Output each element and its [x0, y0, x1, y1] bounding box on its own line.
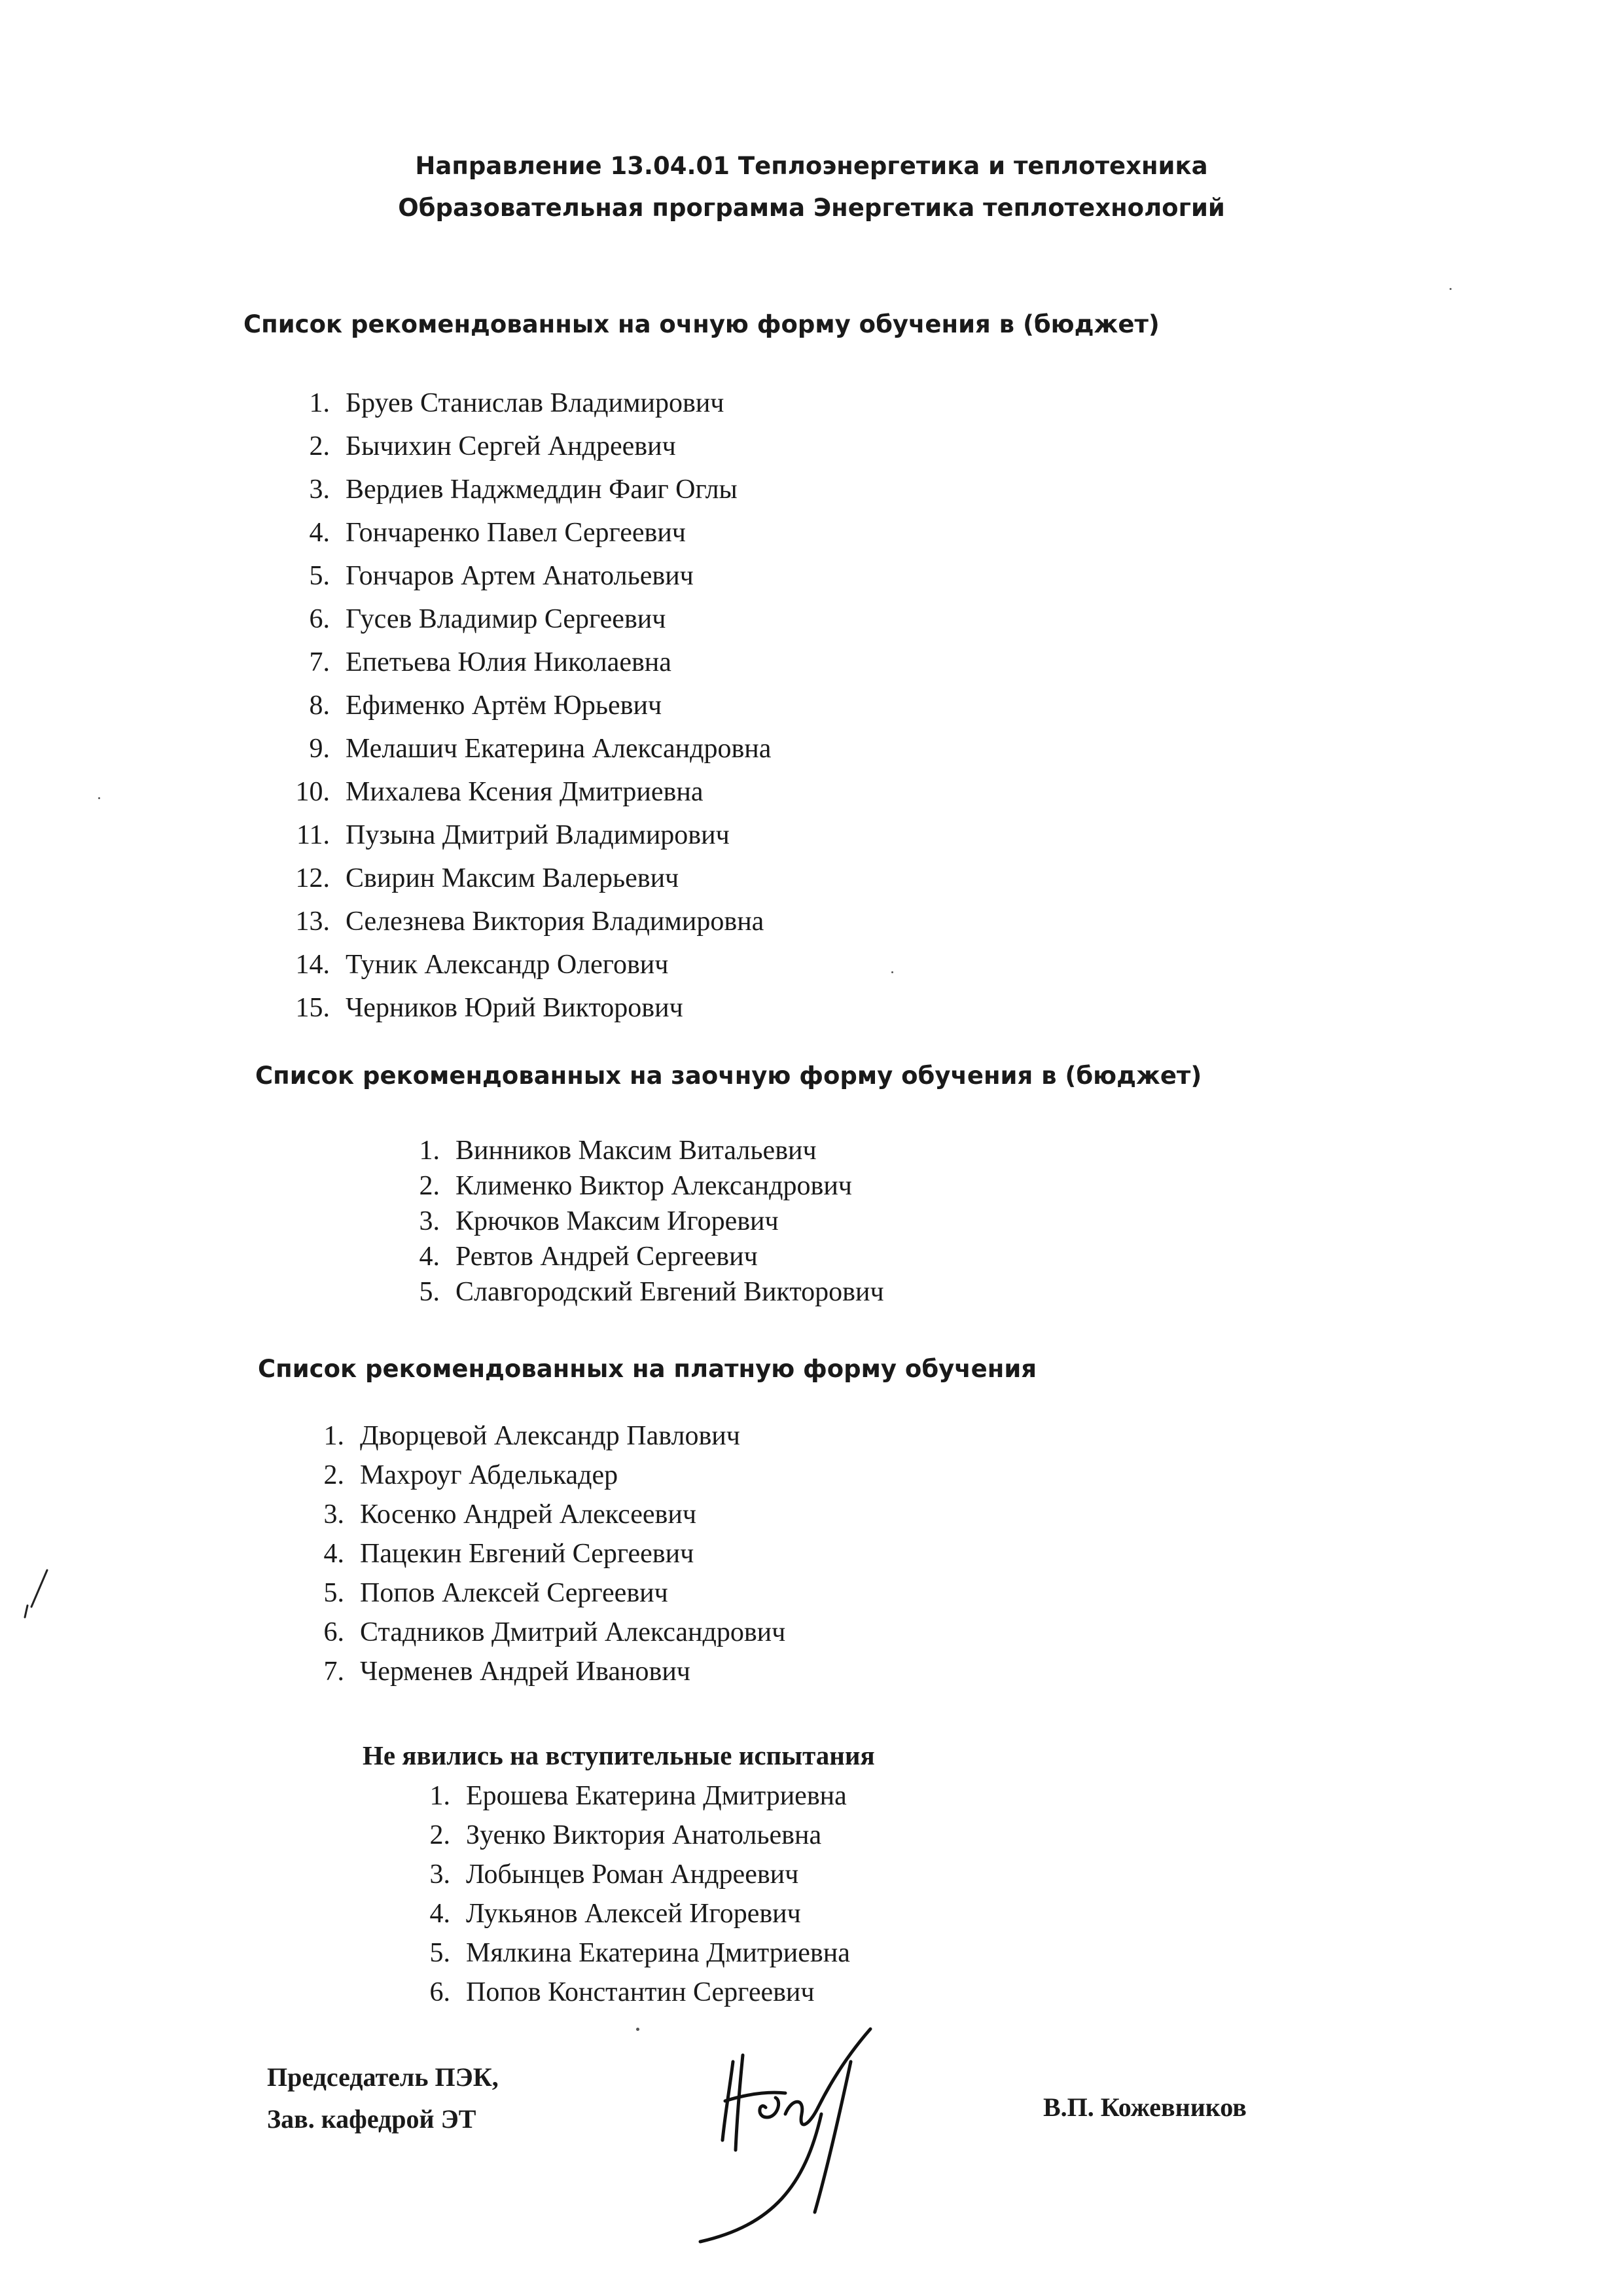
list-item — [309, 431, 676, 462]
item-number: 12. — [295, 863, 330, 893]
list-item — [419, 1135, 817, 1166]
program-title: Образовательная программа Энергетика теплотехнологий — [398, 194, 1225, 222]
list-item — [429, 1898, 801, 1929]
item-number: 6. — [309, 604, 330, 634]
direction-title: Направление 13.04.01 Теплоэнергетика и теплотехника — [415, 152, 1208, 180]
item-number: 1. — [309, 388, 330, 418]
item-number: 7. — [309, 647, 330, 677]
list-item — [309, 690, 662, 721]
item-number: 13. — [295, 906, 330, 937]
list-item — [429, 1937, 850, 1969]
list-item — [309, 387, 724, 419]
item-number: 10. — [295, 777, 330, 807]
list-item — [295, 863, 679, 894]
list-item — [419, 1241, 758, 1272]
item-name: Ерошева Екатерина Дмитриевна — [466, 1781, 847, 1811]
item-number: 6. — [323, 1617, 344, 1647]
list-item — [309, 647, 671, 678]
item-name: Зуенко Виктория Анатольевна — [466, 1820, 822, 1850]
item-name: Гончаров Артем Анатольевич — [346, 561, 694, 591]
scan-speck — [98, 797, 100, 799]
scan-speck — [1450, 288, 1452, 290]
item-name: Свирин Максим Валерьевич — [346, 863, 679, 893]
item-number: 8. — [309, 691, 330, 721]
item-number: 5. — [419, 1277, 440, 1307]
item-name: Лобынцев Роман Андреевич — [466, 1859, 799, 1890]
item-number: 4. — [323, 1539, 344, 1569]
list-item — [309, 603, 666, 635]
item-name: Ревтов Андрей Сергеевич — [455, 1242, 758, 1272]
list-item — [309, 733, 772, 764]
item-name: Винников Максим Витальевич — [455, 1136, 817, 1166]
section-heading-paid: Список рекомендованных на платную форму обучения — [258, 1355, 1037, 1383]
list-item — [309, 474, 738, 505]
item-name: Клименко Виктор Александрович — [455, 1171, 852, 1201]
item-name: Махроуг Абделькадер — [360, 1460, 618, 1490]
list-item — [419, 1206, 779, 1237]
item-name: Бруев Станислав Владимирович — [346, 388, 724, 418]
item-name: Селезнева Виктория Владимировна — [346, 906, 764, 937]
item-number: 6. — [429, 1977, 450, 2007]
item-name: Гусев Владимир Сергеевич — [346, 604, 666, 634]
section-heading-fulltime-budget: Список рекомендованных на очную форму обучения в (бюджет) — [243, 310, 1160, 338]
item-name: Михалева Ксения Дмитриевна — [346, 777, 704, 807]
item-number: 1. — [323, 1421, 344, 1451]
list-item — [323, 1538, 694, 1570]
item-name: Черников Юрий Викторович — [346, 993, 683, 1023]
item-number: 15. — [295, 993, 330, 1023]
item-number: 5. — [309, 561, 330, 591]
item-name: Черменев Андрей Иванович — [360, 1657, 690, 1687]
list-item — [419, 1276, 884, 1308]
list-item — [295, 949, 669, 980]
signer-name: В.П. Кожевников — [1043, 2092, 1247, 2122]
list-item — [309, 560, 694, 592]
item-number: 4. — [309, 518, 330, 548]
list-item — [295, 992, 683, 1024]
item-number: 3. — [323, 1499, 344, 1530]
item-number: 5. — [323, 1578, 344, 1608]
list-item — [429, 1780, 847, 1812]
item-name: Мелашич Екатерина Александровна — [346, 734, 772, 764]
item-number: 3. — [309, 475, 330, 505]
signer-position-line1: Председатель ПЭК, — [267, 2062, 499, 2092]
item-name: Попов Алексей Сергеевич — [360, 1578, 668, 1608]
item-number: 9. — [309, 734, 330, 764]
list-item — [323, 1577, 668, 1609]
list-item — [323, 1460, 618, 1491]
item-name: Епетьева Юлия Николаевна — [346, 647, 671, 677]
item-name: Пузына Дмитрий Владимирович — [346, 820, 730, 850]
item-number: 7. — [323, 1657, 344, 1687]
list-item — [295, 906, 764, 937]
list-item — [323, 1499, 696, 1530]
scan-speck — [891, 971, 893, 973]
handwritten-signature — [694, 2016, 929, 2251]
section-heading-absent: Не явились на вступительные испытания — [363, 1740, 875, 1770]
item-number: 11. — [296, 820, 330, 850]
item-number: 1. — [419, 1136, 440, 1166]
item-name: Попов Константин Сергеевич — [466, 1977, 815, 2007]
item-name: Ефименко Артём Юрьевич — [346, 691, 662, 721]
item-name: Славгородский Евгений Викторович — [455, 1277, 884, 1307]
item-number: 2. — [429, 1820, 450, 1850]
item-number: 2. — [309, 431, 330, 461]
list-item — [429, 1859, 799, 1890]
item-name: Лукьянов Алексей Игоревич — [466, 1899, 801, 1929]
item-number: 2. — [419, 1171, 440, 1201]
item-number: 3. — [429, 1859, 450, 1890]
list-item — [419, 1170, 852, 1202]
list-item — [295, 776, 704, 808]
item-name: Косенко Андрей Алексеевич — [360, 1499, 696, 1530]
list-item — [323, 1420, 740, 1452]
item-name: Мялкина Екатерина Дмитриевна — [466, 1938, 850, 1968]
item-number: 4. — [419, 1242, 440, 1272]
scan-mark — [20, 1568, 52, 1620]
item-number: 14. — [295, 950, 330, 980]
scan-speck — [636, 2028, 639, 2031]
item-name: Дворцевой Александр Павлович — [360, 1421, 740, 1451]
item-name: Стадников Дмитрий Александрович — [360, 1617, 786, 1647]
item-number: 3. — [419, 1206, 440, 1236]
item-name: Туник Александр Олегович — [346, 950, 669, 980]
item-name: Вердиев Наджмеддин Фаиг Оглы — [346, 475, 738, 505]
list-item — [296, 819, 730, 851]
item-number: 4. — [429, 1899, 450, 1929]
item-name: Крючков Максим Игоревич — [455, 1206, 779, 1236]
list-item — [323, 1656, 690, 1687]
item-name: Бычихин Сергей Андреевич — [346, 431, 676, 461]
item-number: 2. — [323, 1460, 344, 1490]
signer-position-line2: Зав. кафедрой ЭТ — [267, 2104, 476, 2134]
section-heading-parttime-budget: Список рекомендованных на заочную форму обучения в (бюджет) — [255, 1062, 1202, 1090]
item-name: Гончаренко Павел Сергеевич — [346, 518, 686, 548]
list-item — [429, 1977, 815, 2008]
item-number: 1. — [429, 1781, 450, 1811]
item-number: 5. — [429, 1938, 450, 1968]
list-item — [309, 517, 686, 548]
list-item — [429, 1820, 822, 1851]
item-name: Пацекин Евгений Сергеевич — [360, 1539, 694, 1569]
list-item — [323, 1617, 786, 1648]
